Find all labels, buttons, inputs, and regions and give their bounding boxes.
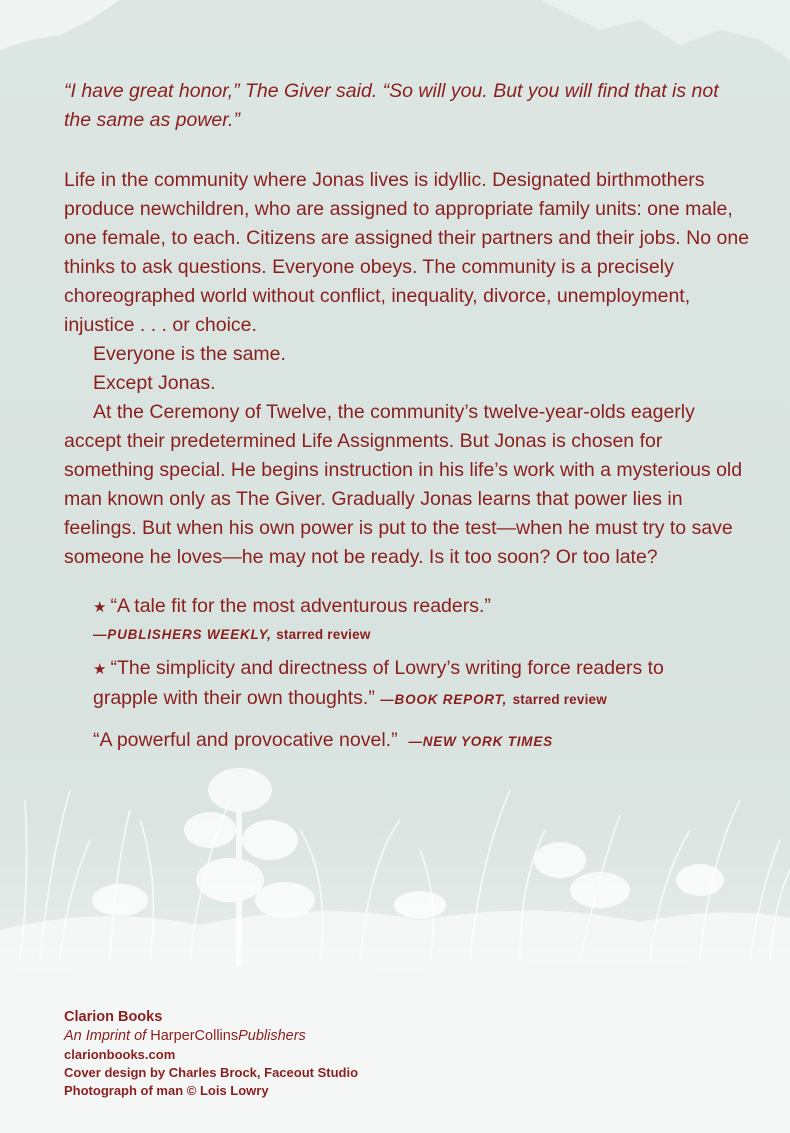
review-quote <box>93 592 733 622</box>
review-source-name: —NEW YORK TIMES <box>408 734 553 749</box>
review-note: starred review <box>276 627 371 642</box>
review-quotes <box>93 592 733 756</box>
review-note: starred review <box>512 692 607 707</box>
publisher-website: clarionbooks.com <box>64 1047 176 1062</box>
star-icon: ★ <box>93 599 107 616</box>
publisher-name: Clarion Books <box>64 1009 163 1025</box>
review-text: “The simplicity and directness of Lowry’s writing force readers to grapple with their own thoughts.” <box>93 657 664 709</box>
review-quote <box>93 726 733 756</box>
summary-paragraph: At the Ceremony of Twelve, the community’s twelve-year-olds eagerly accept their predetermined Life Assignments. But Jonas is chosen for something special. He begins instruction in his life’s work with a mysterious old man known only as The Giver. Gradually Jonas learns that power lies in feelings. But when his own power is put to the test—when he must try to save someone he loves—he may not be ready. Is it too soon? Or too late? <box>64 401 743 568</box>
review-source-name: —BOOK REPORT, <box>380 692 508 707</box>
giver-quote: “I have great honor,” The Giver said. “So will you. But you will find that is not the same as power.” <box>64 80 719 131</box>
review-source-name: —PUBLISHERS WEEKLY, <box>93 627 272 642</box>
star-icon: ★ <box>93 661 107 678</box>
review-quote <box>93 654 733 714</box>
photo-credit: Photograph of man © Lois Lowry <box>64 1083 269 1098</box>
summary-paragraph: Except Jonas. <box>93 372 216 394</box>
cover-design-credit: Cover design by Charles Brock, Faceout Studio <box>64 1065 359 1080</box>
summary-paragraph: Life in the community where Jonas lives is idyllic. Designated birthmothers produce newchildren, who are assigned to appropriate family units: one male, one female, to each. Citizens are assigned their partners and their jobs. No one thinks to ask questions. Everyone obeys. The community is a precisely choreographed world without conflict, inequality, divorce, unemployment, injustice . . . or choice. <box>64 169 750 336</box>
publisher-imprint <box>64 1008 464 1100</box>
review-text: “A powerful and provocative novel.” <box>93 729 398 751</box>
summary-paragraph: Everyone is the same. <box>93 343 286 365</box>
review-source <box>93 624 733 646</box>
imprint-line: An Imprint of HarperCollinsPublishers <box>64 1028 306 1044</box>
review-text: “A tale fit for the most adventurous readers.” <box>110 595 491 617</box>
book-summary <box>64 166 754 572</box>
